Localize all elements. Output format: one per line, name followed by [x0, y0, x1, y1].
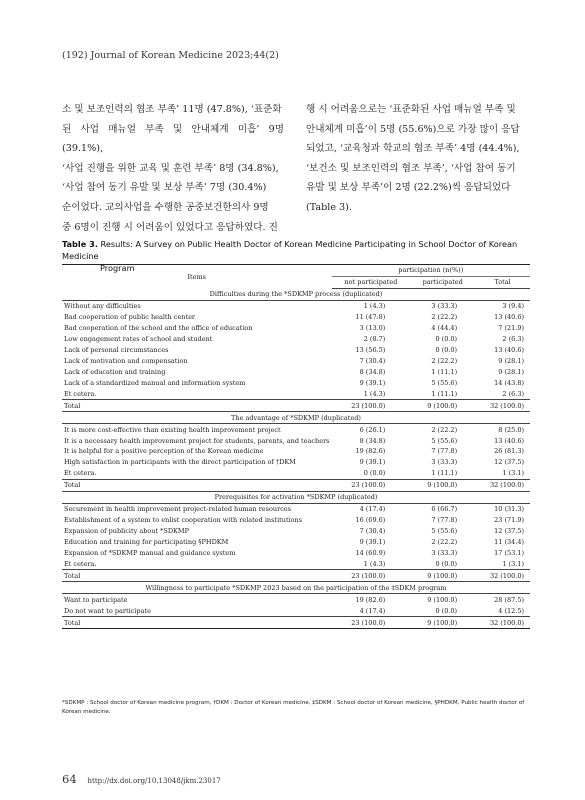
total-total: 32 (100.0) [475, 479, 530, 491]
header-total: Total [475, 276, 530, 288]
doi-link[interactable]: http://dx.doi.org/10.13048/jkm.23017 [87, 777, 221, 785]
section-title: The advantage of *SDKMP (duplicated) [62, 412, 530, 424]
table-caption-continued: Program [100, 263, 135, 273]
cell-total: 4 (12.5) [498, 606, 524, 615]
cell-participated: 4 (44.4) [431, 324, 458, 333]
row-item: Expansion of publicity about *SDKMP [64, 527, 189, 536]
cell-participated: 9 (100.0) [427, 595, 458, 604]
total-row [62, 617, 530, 629]
header-items: Items [62, 265, 332, 289]
running-head: (192) Journal of Korean Medicine 2023;44(2) [62, 50, 279, 61]
table-row [62, 388, 530, 399]
table-row [62, 435, 530, 446]
table-row [62, 594, 530, 605]
cell-participated: 5 (55.6) [431, 527, 458, 536]
row-item: Lack of education and training [64, 367, 166, 376]
table-row [62, 537, 530, 548]
page-number: 64 [62, 772, 77, 786]
cell-not-participated: 7 (30.4) [359, 356, 386, 365]
cell-not-participated: 8 (34.8) [359, 367, 386, 376]
row-item: Without any difficulties [64, 302, 141, 311]
row-item: Et cetera. [64, 559, 97, 568]
cell-total: 1 (3.1) [502, 469, 524, 478]
table-row [62, 345, 530, 356]
cell-total: 10 (31.3) [494, 505, 524, 514]
total-not-participated: 23 (100.0) [332, 617, 411, 629]
section-title: Willingness to participate *SDKMP 2023 based on the participation of the ‡SDKM program [62, 582, 530, 594]
cell-total: 12 (37.5) [494, 527, 524, 536]
cell-not-participated: 6 (26.1) [359, 425, 386, 434]
page-footer [62, 772, 221, 786]
table-row [62, 334, 530, 345]
cell-total: 12 (37.5) [494, 458, 524, 467]
cell-participated: 5 (55.6) [431, 436, 458, 445]
row-item: It is a necessary health improvement project for students, parents, and teachers [64, 436, 330, 445]
cell-not-participated: 16 (69.6) [355, 516, 386, 525]
total-participated: 9 (100.0) [410, 617, 475, 629]
cell-total: 2 (6.3) [502, 335, 524, 344]
cell-total: 23 (71.9) [494, 516, 524, 525]
cell-participated: 2 (22.2) [431, 425, 458, 434]
cell-participated: 0 (0.0) [435, 335, 458, 344]
table-row [62, 457, 530, 468]
row-item: Bad cooperation of public health center [64, 313, 196, 322]
table-row [62, 377, 530, 388]
section-title: Prerequisites for activation *SDKMP (duplicated) [62, 491, 530, 503]
cell-total: 3 (9.4) [502, 302, 524, 311]
row-item: Lack of motivation and compensation [64, 356, 188, 365]
cell-not-participated: 4 (17.4) [359, 505, 386, 514]
total-participated: 9 (100.0) [410, 570, 475, 582]
row-item: Securement in health improvement project-related human resources [64, 505, 292, 514]
cell-not-participated: 19 (82.6) [355, 595, 386, 604]
row-item: Do not want to participate [64, 606, 151, 615]
table-caption-text: Results: A Survey on Public Health Doctor of Korean Medicine Participating in School Doctor of Korean Medicine [62, 239, 518, 261]
table-row [62, 605, 530, 616]
cell-total: 28 (87.5) [494, 595, 524, 604]
cell-not-participated: 9 (39.1) [359, 537, 386, 546]
cell-not-participated: 11 (47.8) [355, 313, 386, 322]
total-row [62, 400, 530, 412]
section-title: Difficulties during the *SDKMP process (duplicated) [62, 288, 530, 300]
cell-participated: 0 (0.0) [435, 346, 458, 355]
table-body [62, 288, 530, 628]
cell-total: 17 (53.1) [494, 548, 524, 557]
cell-not-participated: 1 (4.3) [363, 302, 386, 311]
cell-not-participated: 0 (0.0) [363, 469, 386, 478]
cell-participated: 0 (0.0) [435, 606, 458, 615]
table-row [62, 526, 530, 537]
cell-not-participated: 19 (82.6) [355, 447, 386, 456]
cell-not-participated: 14 (60.9) [355, 548, 386, 557]
cell-total: 13 (40.6) [494, 346, 524, 355]
section-header-row [62, 582, 530, 594]
header-participation: participation (n(%)) [332, 265, 530, 277]
cell-not-participated: 9 (39.1) [359, 458, 386, 467]
total-total: 32 (100.0) [475, 617, 530, 629]
cell-participated: 5 (55.6) [431, 378, 458, 387]
cell-participated: 7 (77.8) [431, 516, 458, 525]
total-label: Total [62, 479, 332, 491]
table-row [62, 356, 530, 367]
cell-total: 14 (43.8) [494, 378, 524, 387]
cell-not-participated: 2 (8.7) [363, 335, 386, 344]
cell-participated: 1 (11.1) [431, 469, 458, 478]
table-row [62, 366, 530, 377]
cell-participated: 1 (11.1) [431, 367, 458, 376]
cell-not-participated: 7 (30.4) [359, 527, 386, 536]
cell-total: 2 (6.3) [502, 389, 524, 398]
body-text [62, 100, 528, 237]
cell-participated: 3 (33.3) [431, 302, 458, 311]
row-item: Et cetera. [64, 469, 97, 478]
table-row [62, 312, 530, 323]
cell-participated: 0 (0.0) [435, 559, 458, 568]
total-label: Total [62, 400, 332, 412]
results-table [62, 264, 530, 629]
cell-participated: 3 (33.3) [431, 548, 458, 557]
row-item: Establishment of a system to enlist cooperation with related institutions [64, 516, 303, 525]
row-item: Lack of a standardized manual and information system [64, 378, 246, 387]
header-participated: participated [410, 276, 475, 288]
cell-participated: 2 (22.2) [431, 537, 458, 546]
body-column-left: 소 및 보조인력의 협조 부족’ 11명 (47.8%), ‘표준화 된 사업 매뉴얼 부족 및 안내체계 미흡’ 9명 (39.1%), ‘사업 진행을 위한 교육 및 훈련 부족’ 8명 (34.8%), ‘사업 참여 동기 유발 및 보상 부족’ 7명 (30.4%) 순이었다. 교의사업을 수행한 공중보건한의사 9명 중 6명이 진행 시 어려움이 있었다고 응답하였다. 진 [62, 104, 284, 233]
row-item: Want to participate [64, 595, 128, 604]
row-item: Low engagement rates of school and student [64, 335, 213, 344]
cell-participated: 3 (33.3) [431, 458, 458, 467]
total-not-participated: 23 (100.0) [332, 479, 411, 491]
cell-total: 1 (3.1) [502, 559, 524, 568]
cell-total: 7 (21.9) [498, 324, 524, 333]
row-item: Et cetera. [64, 389, 97, 398]
row-item: Lack of personal circumstances [64, 346, 169, 355]
cell-not-participated: 3 (13.0) [359, 324, 386, 333]
cell-not-participated: 4 (17.4) [359, 606, 386, 615]
table-row [62, 503, 530, 514]
cell-total: 13 (40.6) [494, 313, 524, 322]
total-total: 32 (100.0) [475, 570, 530, 582]
table-row [62, 515, 530, 526]
cell-not-participated: 1 (4.3) [363, 559, 386, 568]
header-not-participated: not participated [332, 276, 411, 288]
row-item: Education and training for participating §PHDKM [64, 537, 229, 546]
cell-participated: 2 (22.2) [431, 356, 458, 365]
total-participated: 9 (100.0) [410, 479, 475, 491]
cell-not-participated: 13 (56.5) [355, 346, 386, 355]
section-header-row [62, 412, 530, 424]
cell-not-participated: 8 (34.8) [359, 436, 386, 445]
total-total: 32 (100.0) [475, 400, 530, 412]
table-row [62, 468, 530, 479]
table-label: Table 3. [62, 239, 98, 249]
section-header-row [62, 288, 530, 300]
body-column-right: 행 시 어려움으로는 ‘표준화된 사업 매뉴얼 부족 및 안내체계 미흡’이 5명 (55.6%)으로 가장 많이 응답 되었고, ‘교육청과 학교의 협조 부족’ 4명 (44.4%), ‘보건소 및 보조인력의 협조 부족’, ‘사업 참여 동기 유발 및 보상 부족’이 2명 (22.2%)씩 응답되었다 (Table 3). [306, 104, 520, 213]
total-row [62, 479, 530, 491]
cell-total: 11 (34.4) [494, 537, 524, 546]
cell-total: 9 (28.1) [498, 356, 524, 365]
table-row [62, 424, 530, 435]
total-row [62, 570, 530, 582]
row-item: Bad cooperation of the school and the office of education [64, 324, 253, 333]
cell-total: 9 (28.1) [498, 367, 524, 376]
row-item: It is helpful for a positive perception of the Korean medicine [64, 447, 264, 456]
cell-participated: 7 (77.8) [431, 447, 458, 456]
table-row [62, 323, 530, 334]
cell-participated: 6 (66.7) [431, 505, 458, 514]
cell-not-participated: 1 (4.3) [363, 389, 386, 398]
total-label: Total [62, 570, 332, 582]
cell-participated: 2 (22.2) [431, 313, 458, 322]
table-row [62, 558, 530, 569]
cell-not-participated: 9 (39.1) [359, 378, 386, 387]
cell-total: 8 (25.0) [498, 425, 524, 434]
section-header-row [62, 491, 530, 503]
row-item: It is more cost-effective than existing health improvement project [64, 425, 281, 434]
total-not-participated: 23 (100.0) [332, 570, 411, 582]
row-item: High satisfaction in participants with the direct participation of †DKM [64, 458, 296, 467]
cell-total: 13 (40.6) [494, 436, 524, 445]
cell-participated: 1 (11.1) [431, 389, 458, 398]
total-participated: 9 (100.0) [410, 400, 475, 412]
row-item: Expansion of *SDKMP manual and guidance system [64, 548, 236, 557]
table-row [62, 547, 530, 558]
total-not-participated: 23 (100.0) [332, 400, 411, 412]
table-footnote: *SDKMP : School doctor of Korean medicine program, †DKM : Doctor of Korean medicine, ‡SDKM : School doctor of Korean medicine, §PHDKM, Public health doctor of Korean medicine. [62, 700, 525, 715]
total-label: Total [62, 617, 332, 629]
table-row [62, 300, 530, 311]
cell-total: 26 (81.3) [494, 447, 524, 456]
table-row [62, 446, 530, 457]
